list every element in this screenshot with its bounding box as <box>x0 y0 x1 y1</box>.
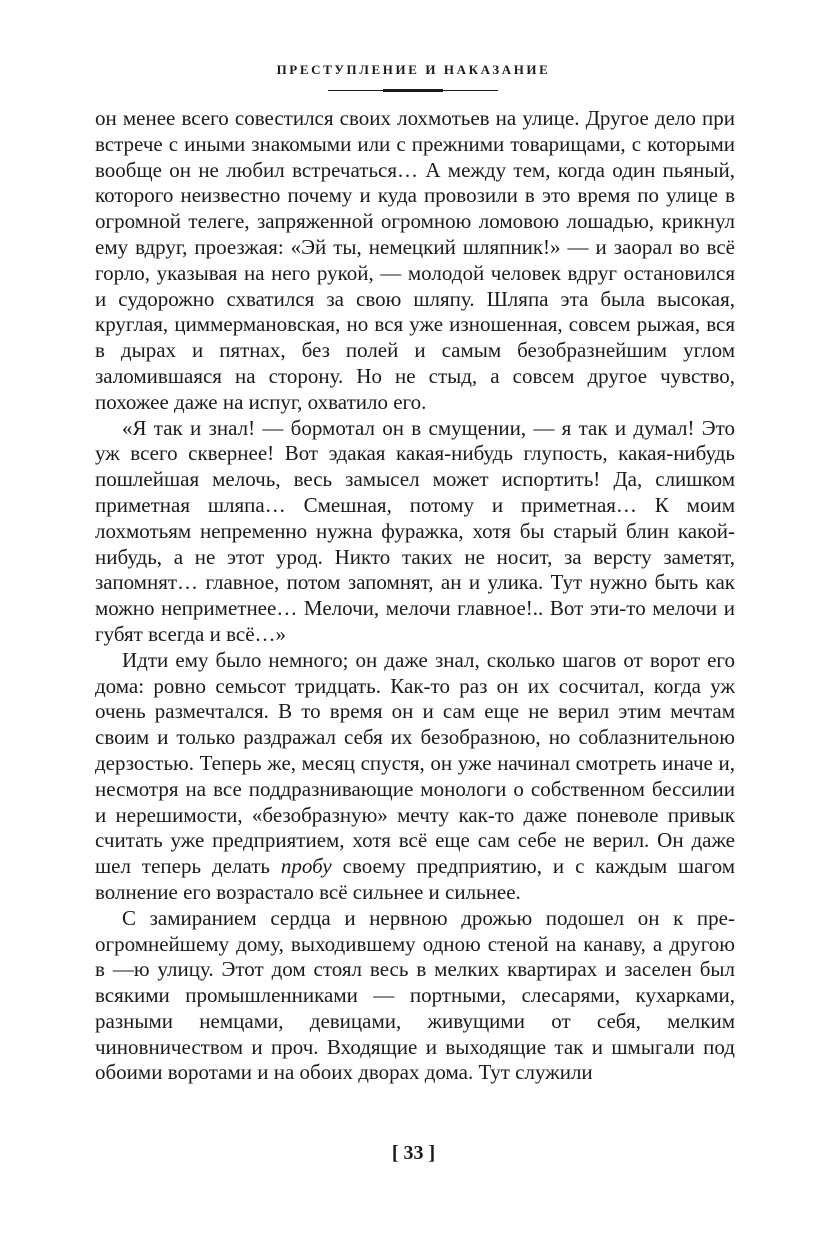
paragraph-3-part-1: Идти ему было немного; он даже знал, сколько шагов от ворот его дома: ровно семьсот тридцать. Как-то раз он их сосчитал, когда уж очень размечтался. В то время он и сам еще не верил этим мечтам своим и только раздражал себя их безобразною, но соблазнительною дерзостью. Теперь же, месяц спустя, он уже начинал смотреть иначе и, несмотря на все поддразнивающие монологи о собственном бессилии и нерешимости, «безобразную» мечту как-то даже поневоле привык считать уже предприятием, хотя всё еще сам себе не верил. Он даже шел теперь делать <box>95 647 735 879</box>
emphasis-word: пробу <box>280 854 332 879</box>
running-head-rule <box>328 89 498 92</box>
rule-thick-bar <box>383 89 443 92</box>
page-number: [ 33 ] <box>391 1142 436 1164</box>
paragraph-4: С замиранием сердца и нервною дрожью подошел он к преогромнейшему дому, выходившему одною стеной на канаву, а другою в —ю улицу. Этот дом стоял весь в мелких квартирах и заселен был всякими промышленниками — портными, слесарями, кухарками, разными немцами, девицами, живущими от себя, мелким чиновничеством и проч. Входящие и выходящие так и шмыгали под обоими воротами и на обоих дворах дома. Тут служили <box>95 905 735 1085</box>
body-text <box>95 106 735 1086</box>
paragraph-1: он менее всего совестился своих лохмотьев на улице. Другое дело при встрече с иными знакомыми или с прежними товарищами, с которыми вообще он не любил встречаться… А между тем, когда один пьяный, которого неизвестно почему и куда провозили в это время по улице в огромной телеге, запряженной огромною ломовою лошадью, крикнул ему вдруг, проезжая: «Эй ты, немецкий шляпник!» — и заорал во всё горло, указывая на него рукой, — молодой человек вдруг остановился и судорожно схватился за свою шляпу. Шляпа эта была высокая, круглая, циммермановская, но вся уже изношенная, совсем рыжая, вся в дырах и пятнах, без полей и самым безобразнейшим углом заломившаяся на сторону. Но не стыд, а совсем другое чувство, похожее даже на испуг, охватило его. <box>95 106 735 414</box>
running-head: ПРЕСТУПЛЕНИЕ И НАКАЗАНИЕ <box>276 62 551 77</box>
paragraph-3 <box>95 648 735 906</box>
paragraph-2: «Я так и знал! — бормотал он в смущении, — я так и думал! Это уж всего сквернее! Вот эдакая какая-нибудь глупость, какая-нибудь пошлейшая мелочь, весь замысел может испортить! Да, слишком приметная шляпа… Смешная, потому и приметная… К моим лохмотьям непременно нужна фуражка, хотя бы старый блин какой-нибудь, а не этот урод. Никто таких не носит, за версту заметят, запомнят… главное, потом запомнят, ан и улика. Тут нужно быть как можно неприметнее… Мелочи, мелочи главное!.. Вот эти-то мелочи и губят всегда и всё…» <box>95 415 735 646</box>
paragraph-3-part-2: своему предприятию, и с каждым шагом волнение его возрастало всё сильнее и сильнее. <box>95 854 735 904</box>
